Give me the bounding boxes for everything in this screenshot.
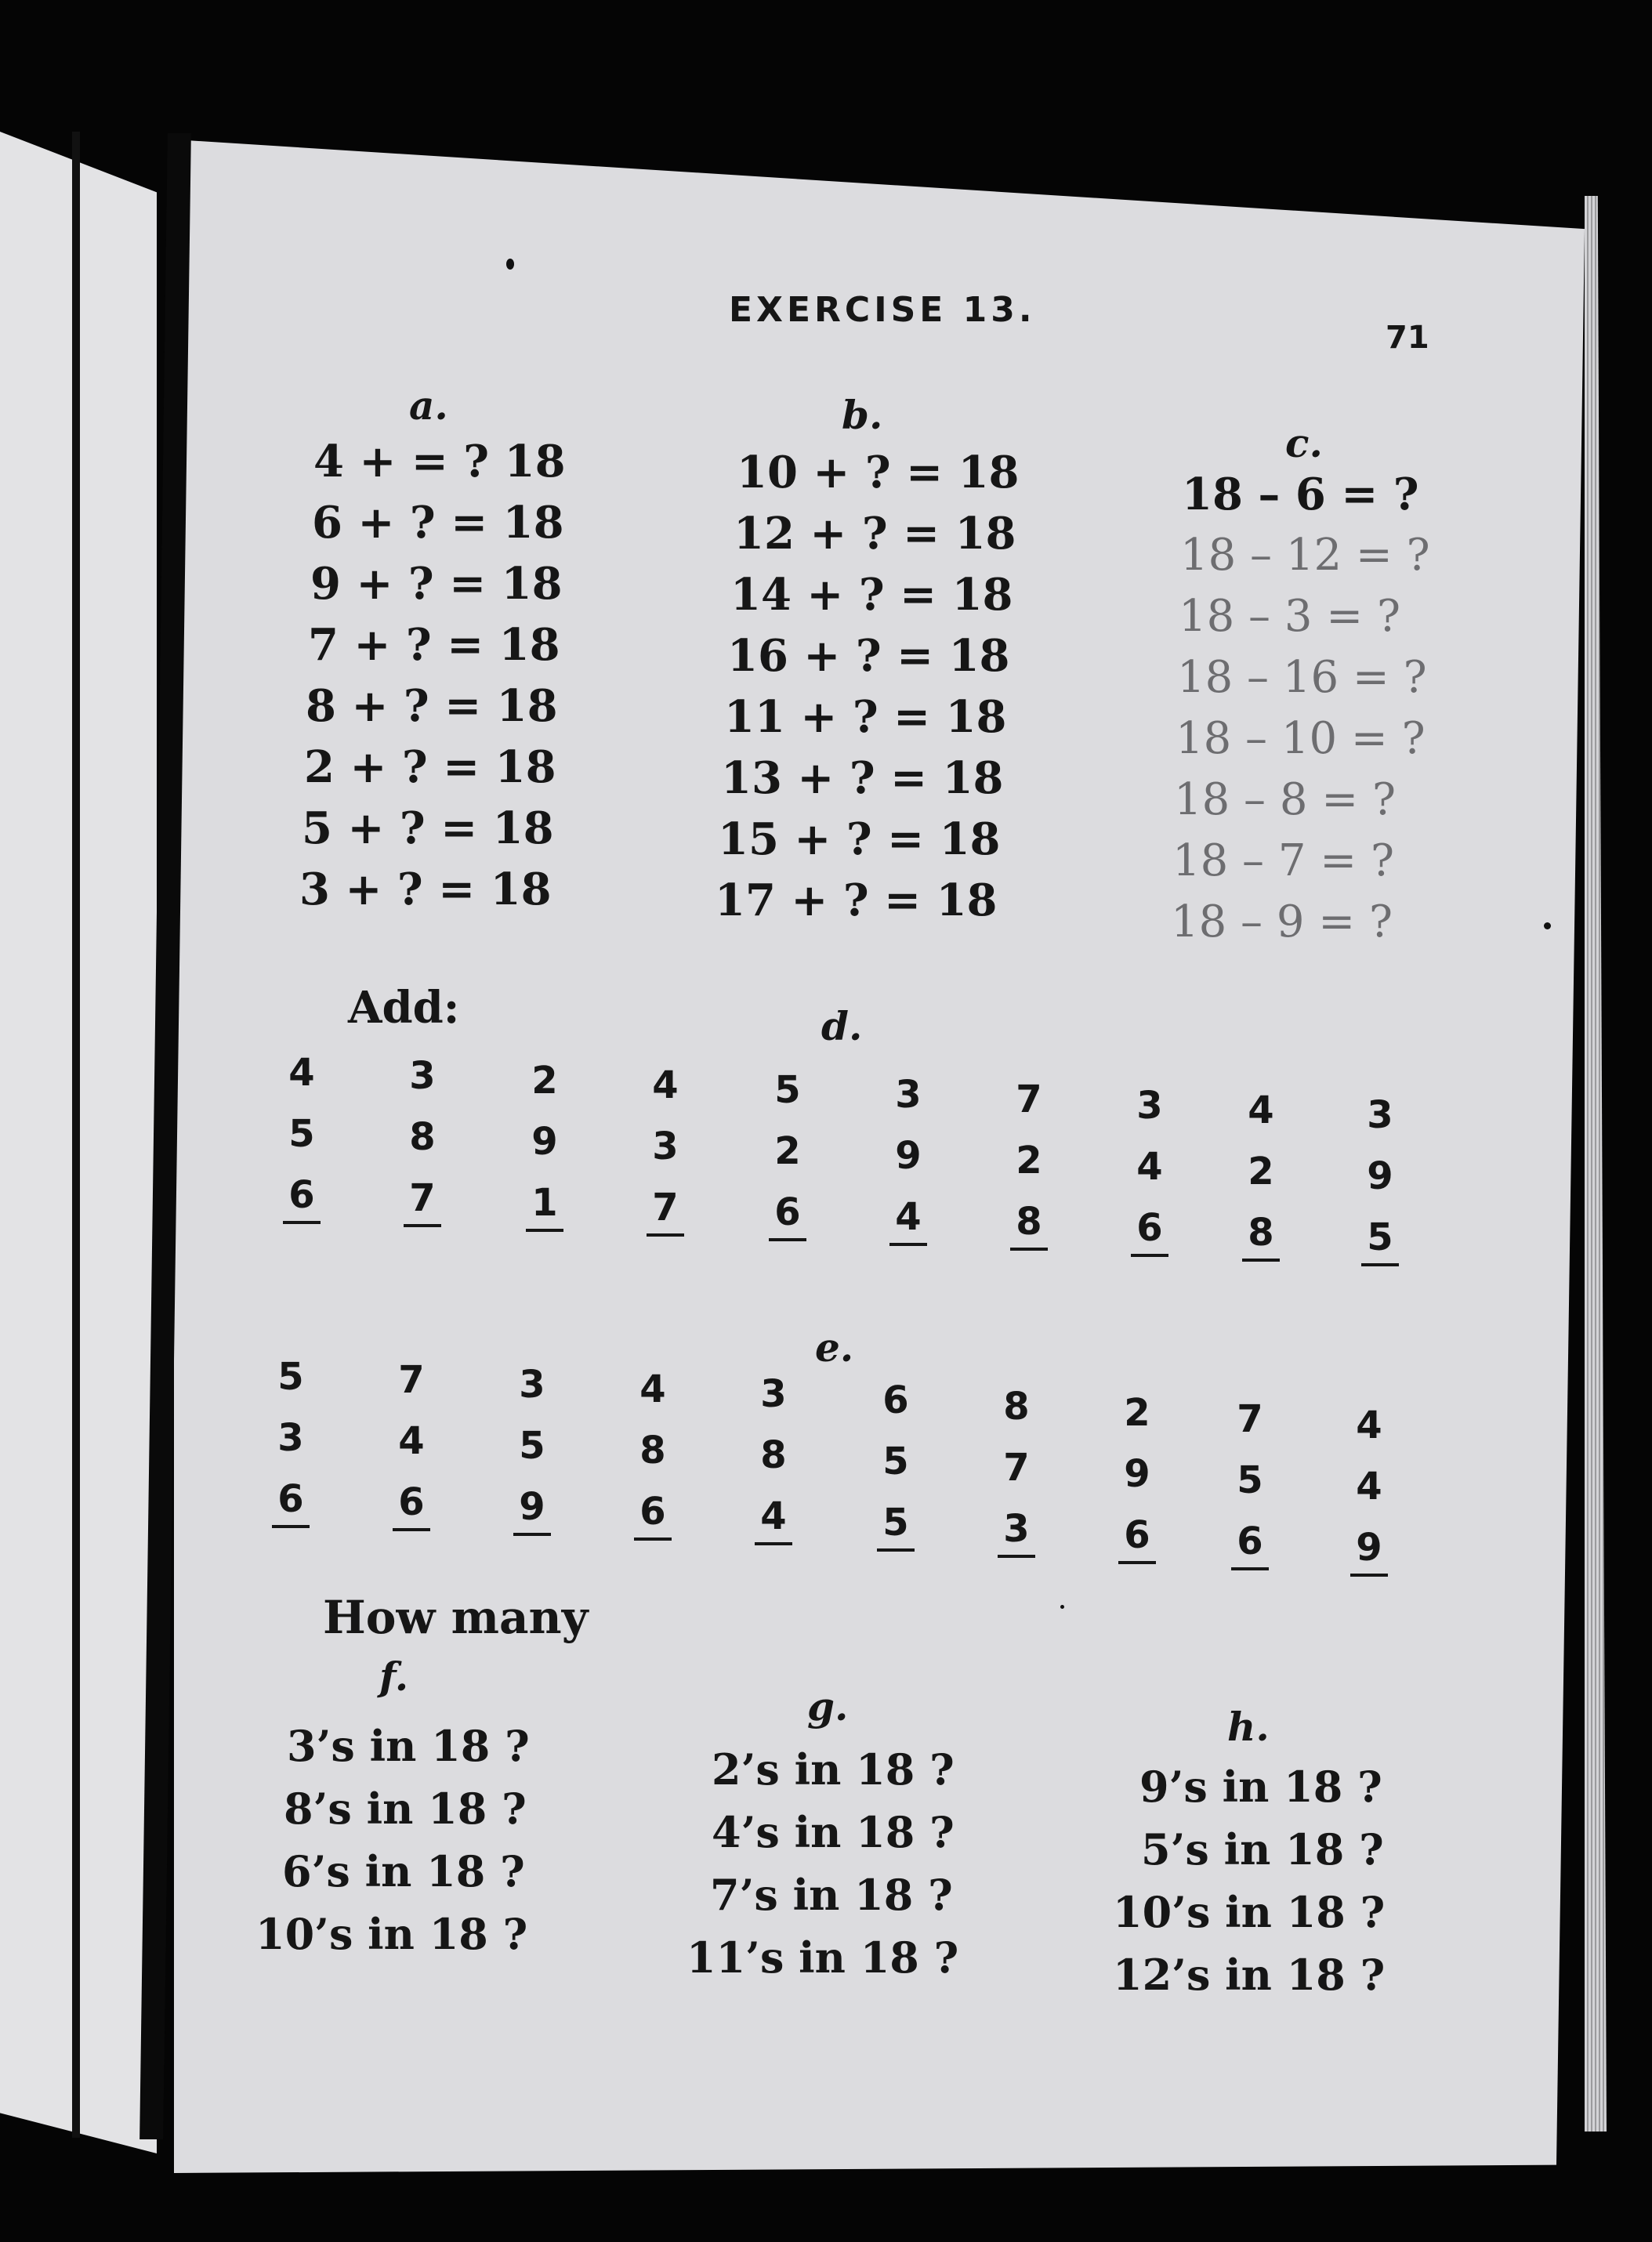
equation-b: 11 + ? = 18 — [724, 691, 1007, 743]
sum-line — [634, 1538, 672, 1541]
equation-c: 18 – 6 = ? — [1182, 469, 1419, 520]
addend: 2 — [1248, 1150, 1274, 1193]
section-e-label: e. — [815, 1324, 854, 1371]
addend-last: 8 — [1016, 1200, 1042, 1244]
addend: 4 — [1248, 1088, 1274, 1132]
addend: 4 — [639, 1367, 666, 1411]
addend: 3 — [1367, 1093, 1393, 1137]
ink-speck — [1544, 922, 1551, 929]
addend: 4 — [1136, 1145, 1163, 1189]
addition-problem — [881, 1064, 936, 1246]
sum-line — [1361, 1263, 1399, 1266]
addend-last: 5 — [1367, 1215, 1393, 1259]
addition-problem — [1122, 1075, 1177, 1257]
equation-a: 5 + ? = 18 — [302, 802, 554, 854]
addend-last: 4 — [895, 1195, 922, 1239]
question-g: 7’s in 18 ? — [710, 1870, 953, 1920]
equation-c: 18 – 10 = ? — [1176, 713, 1426, 764]
sum-line — [998, 1555, 1035, 1558]
sum-line — [1010, 1248, 1048, 1251]
question-h: 9’s in 18 ? — [1139, 1762, 1382, 1812]
addend: 5 — [1237, 1458, 1263, 1502]
addend: 3 — [895, 1073, 922, 1117]
question-g: 2’s in 18 ? — [712, 1744, 955, 1795]
addend: 3 — [277, 1416, 304, 1460]
addition-problem — [1353, 1085, 1407, 1266]
addend: 9 — [531, 1120, 558, 1164]
addend-last: 9 — [1356, 1526, 1382, 1570]
addition-problem — [1223, 1389, 1277, 1570]
sum-line — [1118, 1561, 1156, 1564]
addend-last: 6 — [277, 1477, 304, 1521]
addend-last: 4 — [760, 1494, 787, 1538]
addend-last: 3 — [1003, 1507, 1030, 1551]
equation-b: 13 + ? = 18 — [721, 752, 1004, 804]
addition-problem — [1342, 1395, 1397, 1577]
sum-line — [513, 1533, 551, 1536]
question-g: 4’s in 18 ? — [712, 1807, 955, 1857]
addend: 4 — [652, 1063, 679, 1107]
addition-problem — [274, 1042, 329, 1224]
equation-b: 10 + ? = 18 — [737, 447, 1020, 498]
question-g: 11’s in 18 ? — [687, 1932, 959, 1983]
equation-a: 3 + ? = 18 — [299, 864, 552, 915]
column-b-label: b. — [842, 392, 883, 438]
addend-last: 7 — [409, 1176, 436, 1220]
addend: 8 — [409, 1115, 436, 1159]
addend: 4 — [288, 1051, 315, 1095]
addition-problem — [638, 1055, 693, 1237]
sum-line — [647, 1233, 684, 1237]
addend: 8 — [760, 1433, 787, 1477]
equation-c: 18 – 7 = ? — [1172, 835, 1395, 886]
sum-line — [404, 1224, 441, 1227]
addend-last: 5 — [882, 1501, 909, 1545]
sum-line — [526, 1229, 563, 1232]
addition-problem — [1002, 1069, 1056, 1251]
equation-c: 18 – 9 = ? — [1171, 896, 1393, 947]
equation-b: 16 + ? = 18 — [727, 630, 1010, 682]
addend-last: 8 — [1248, 1211, 1274, 1255]
addition-problem — [505, 1354, 560, 1536]
addend-last: 7 — [652, 1186, 679, 1230]
question-h: 10’s in 18 ? — [1113, 1887, 1386, 1937]
addend: 8 — [639, 1429, 666, 1472]
addend: 9 — [1124, 1452, 1150, 1496]
page-fore-edge — [1585, 196, 1607, 2132]
column-h-label: h. — [1227, 1704, 1270, 1750]
addend-last: 1 — [531, 1181, 558, 1225]
addend: 3 — [409, 1054, 436, 1098]
addend: 9 — [1367, 1154, 1393, 1198]
addition-problem — [1234, 1080, 1288, 1262]
addend: 7 — [398, 1358, 425, 1402]
addition-problem — [746, 1364, 801, 1545]
question-f: 6’s in 18 ? — [282, 1846, 525, 1896]
question-h: 5’s in 18 ? — [1141, 1824, 1384, 1874]
equation-c: 18 – 8 = ? — [1174, 774, 1397, 825]
addend: 3 — [652, 1125, 679, 1168]
addend-last: 6 — [1237, 1519, 1263, 1563]
ink-speck — [506, 259, 514, 270]
addend-last: 6 — [1136, 1206, 1163, 1250]
addend-last: 6 — [774, 1190, 801, 1234]
addition-problem — [760, 1059, 815, 1241]
addend: 4 — [1356, 1465, 1382, 1509]
addend: 7 — [1237, 1397, 1263, 1441]
equation-a: 6 + ? = 18 — [312, 497, 564, 549]
addition-problem — [868, 1370, 923, 1552]
equation-a: 8 + ? = 18 — [306, 680, 558, 732]
equation-c: 18 – 12 = ? — [1180, 530, 1430, 581]
addend: 5 — [519, 1424, 545, 1468]
addend: 3 — [760, 1372, 787, 1416]
question-f: 3’s in 18 ? — [287, 1721, 530, 1771]
addend: 2 — [1124, 1391, 1150, 1435]
addition-problem — [384, 1349, 439, 1531]
addend: 3 — [1136, 1084, 1163, 1128]
addition-problem — [1110, 1382, 1165, 1564]
addend: 2 — [774, 1129, 801, 1173]
sum-line — [393, 1528, 430, 1531]
equation-c: 18 – 3 = ? — [1179, 591, 1401, 642]
addend: 5 — [774, 1068, 801, 1112]
addend: 7 — [1016, 1078, 1042, 1121]
addend: 5 — [277, 1355, 304, 1399]
sum-line — [889, 1243, 927, 1246]
addition-problem — [989, 1376, 1044, 1558]
addition-problem — [625, 1359, 680, 1541]
sum-line — [1242, 1259, 1280, 1262]
section-d-label: d. — [821, 1003, 863, 1049]
equation-a: 4 + = ? 18 — [313, 436, 566, 487]
addend: 9 — [895, 1134, 922, 1178]
equation-b: 14 + ? = 18 — [730, 569, 1013, 621]
equation-b: 15 + ? = 18 — [718, 813, 1001, 865]
addend-last: 6 — [398, 1480, 425, 1524]
facing-page-edge — [72, 132, 80, 2138]
equation-a: 9 + ? = 18 — [310, 558, 563, 610]
column-f-label: f. — [379, 1653, 409, 1700]
equation-a: 7 + ? = 18 — [308, 619, 560, 671]
addend: 6 — [882, 1378, 909, 1422]
addend-last: 6 — [639, 1490, 666, 1534]
addend: 5 — [288, 1112, 315, 1156]
addend: 4 — [398, 1419, 425, 1463]
column-a-label: a. — [409, 382, 448, 429]
question-h: 12’s in 18 ? — [1113, 1950, 1386, 2000]
question-f: 10’s in 18 ? — [255, 1909, 528, 1959]
sum-line — [1231, 1567, 1269, 1570]
addend: 2 — [1016, 1139, 1042, 1183]
sum-line — [283, 1221, 321, 1224]
column-g-label: g. — [807, 1683, 849, 1729]
addend: 3 — [519, 1363, 545, 1407]
sum-line — [769, 1238, 806, 1241]
addend: 7 — [1003, 1446, 1030, 1490]
equation-b: 17 + ? = 18 — [715, 875, 998, 926]
addend: 2 — [531, 1059, 558, 1103]
equation-c: 18 – 16 = ? — [1177, 652, 1427, 703]
ink-speck — [1060, 1605, 1064, 1609]
addend: 5 — [882, 1440, 909, 1483]
addend-last: 6 — [288, 1173, 315, 1217]
question-f: 8’s in 18 ? — [284, 1784, 527, 1834]
sum-line — [755, 1542, 792, 1545]
page-number: 71 — [1386, 320, 1429, 356]
add-heading: Add: — [348, 982, 460, 1034]
addend: 8 — [1003, 1385, 1030, 1429]
how-many-heading: How many — [323, 1591, 589, 1644]
sum-line — [1131, 1254, 1168, 1257]
addition-problem — [395, 1045, 450, 1227]
exercise-title: EXERCISE 13. — [729, 290, 1036, 330]
equation-a: 2 + ? = 18 — [304, 741, 556, 793]
equation-b: 12 + ? = 18 — [734, 508, 1016, 560]
sum-line — [877, 1548, 915, 1552]
addend: 4 — [1356, 1404, 1382, 1447]
column-c-label: c. — [1285, 420, 1323, 466]
addend-last: 9 — [519, 1485, 545, 1529]
addition-problem — [517, 1050, 572, 1232]
sum-line — [1350, 1574, 1388, 1577]
addend-last: 6 — [1124, 1513, 1150, 1557]
sum-line — [272, 1525, 310, 1528]
addition-problem — [263, 1346, 318, 1528]
